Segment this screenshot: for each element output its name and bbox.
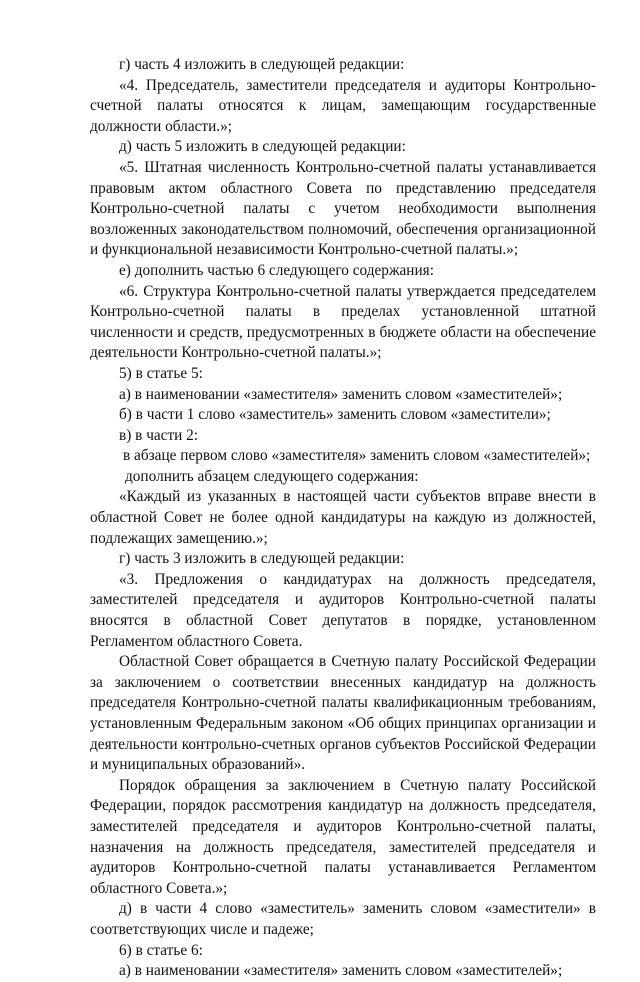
paragraph: д) часть 5 изложить в следующей редакции: xyxy=(119,138,406,156)
paragraph: «3. Предложения о кандидатурах на должность председателя, заместителей председателя и аудиторов Контрольно-счетной палаты вносятся в областной Совет депутатов в порядке, установленном Регламентом областного Совета. xyxy=(90,570,596,650)
paragraph: Порядок обращения за заключением в Счетную палату Российской Федерации, порядок рассмотрения кандидатур на должность председателя, заместителей председателя и аудиторов Контрольно-счетной палаты, назначения на должность председателя, заместителей председателя и аудиторов Контрольно-счетной палаты устанавливается Регламентом областного Совета.»; xyxy=(90,776,596,897)
paragraph: в абзаце первом слово «заместителя» заменить словом «заместителей»; xyxy=(123,447,591,465)
paragraph: «Каждый из указанных в настоящей части субъектов вправе внести в областной Совет не более одной кандидатуры на каждую из должностей, подлежащих замещению.»; xyxy=(90,488,596,547)
paragraph: а) в наименовании «заместителя» заменить словом «заместителей»; xyxy=(119,962,563,980)
paragraph: е) дополнить частью 6 следующего содержания: xyxy=(119,261,434,279)
paragraph: «5. Штатная численность Контрольно-счетной палаты устанавливается правовым актом областного Совета по представлению председателя Контрольно-счетной палаты с учетом необходимости выполнения возложенных законодательством полномочий, обеспечения организационной и функциональной независимости Контрольно-счетной палаты.»; xyxy=(90,158,596,259)
paragraph: а) в наименовании «заместителя» заменить словом «заместителей»; xyxy=(119,385,563,403)
paragraph: 5) в статье 5: xyxy=(119,364,203,382)
paragraph: «4. Председатель, заместители председателя и аудиторы Контрольно-счетной палаты относятся к лицам, замещающим государственные должности области.»; xyxy=(90,76,596,135)
paragraph: д) в части 4 слово «заместитель» заменить словом «заместители» в соответствующих числе и падеже; xyxy=(90,900,596,938)
paragraph: «6. Структура Контрольно-счетной палаты утверждается председателем Контрольно-счетной палаты в пределах установленной штатной численности и средств, предусмотренных в бюджете области на обеспечение деятельности Контрольно-счетной палаты.»; xyxy=(90,282,596,362)
paragraph: г) часть 3 изложить в следующей редакции: xyxy=(119,550,405,568)
paragraph: в) в части 2: xyxy=(119,426,199,444)
paragraph: г) часть 4 изложить в следующей редакции: xyxy=(119,56,405,73)
paragraph: 6) в статье 6: xyxy=(119,941,203,959)
paragraph: Областной Совет обращается в Счетную палату Российской Федерации за заключением о соответствии внесенных кандидатур на должность председателя Контрольно-счетной палаты квалификационным требованиям, установленным Федеральным законом «Об общих принципах организации и деятельности контрольно-счетных органов субъектов Российской Федерации и муниципальных образований». xyxy=(90,653,596,774)
paragraph: б) в части 1 слово «заместитель» заменить словом «заместители»; xyxy=(119,406,551,424)
paragraph: дополнить абзацем следующего содержания: xyxy=(125,467,419,485)
